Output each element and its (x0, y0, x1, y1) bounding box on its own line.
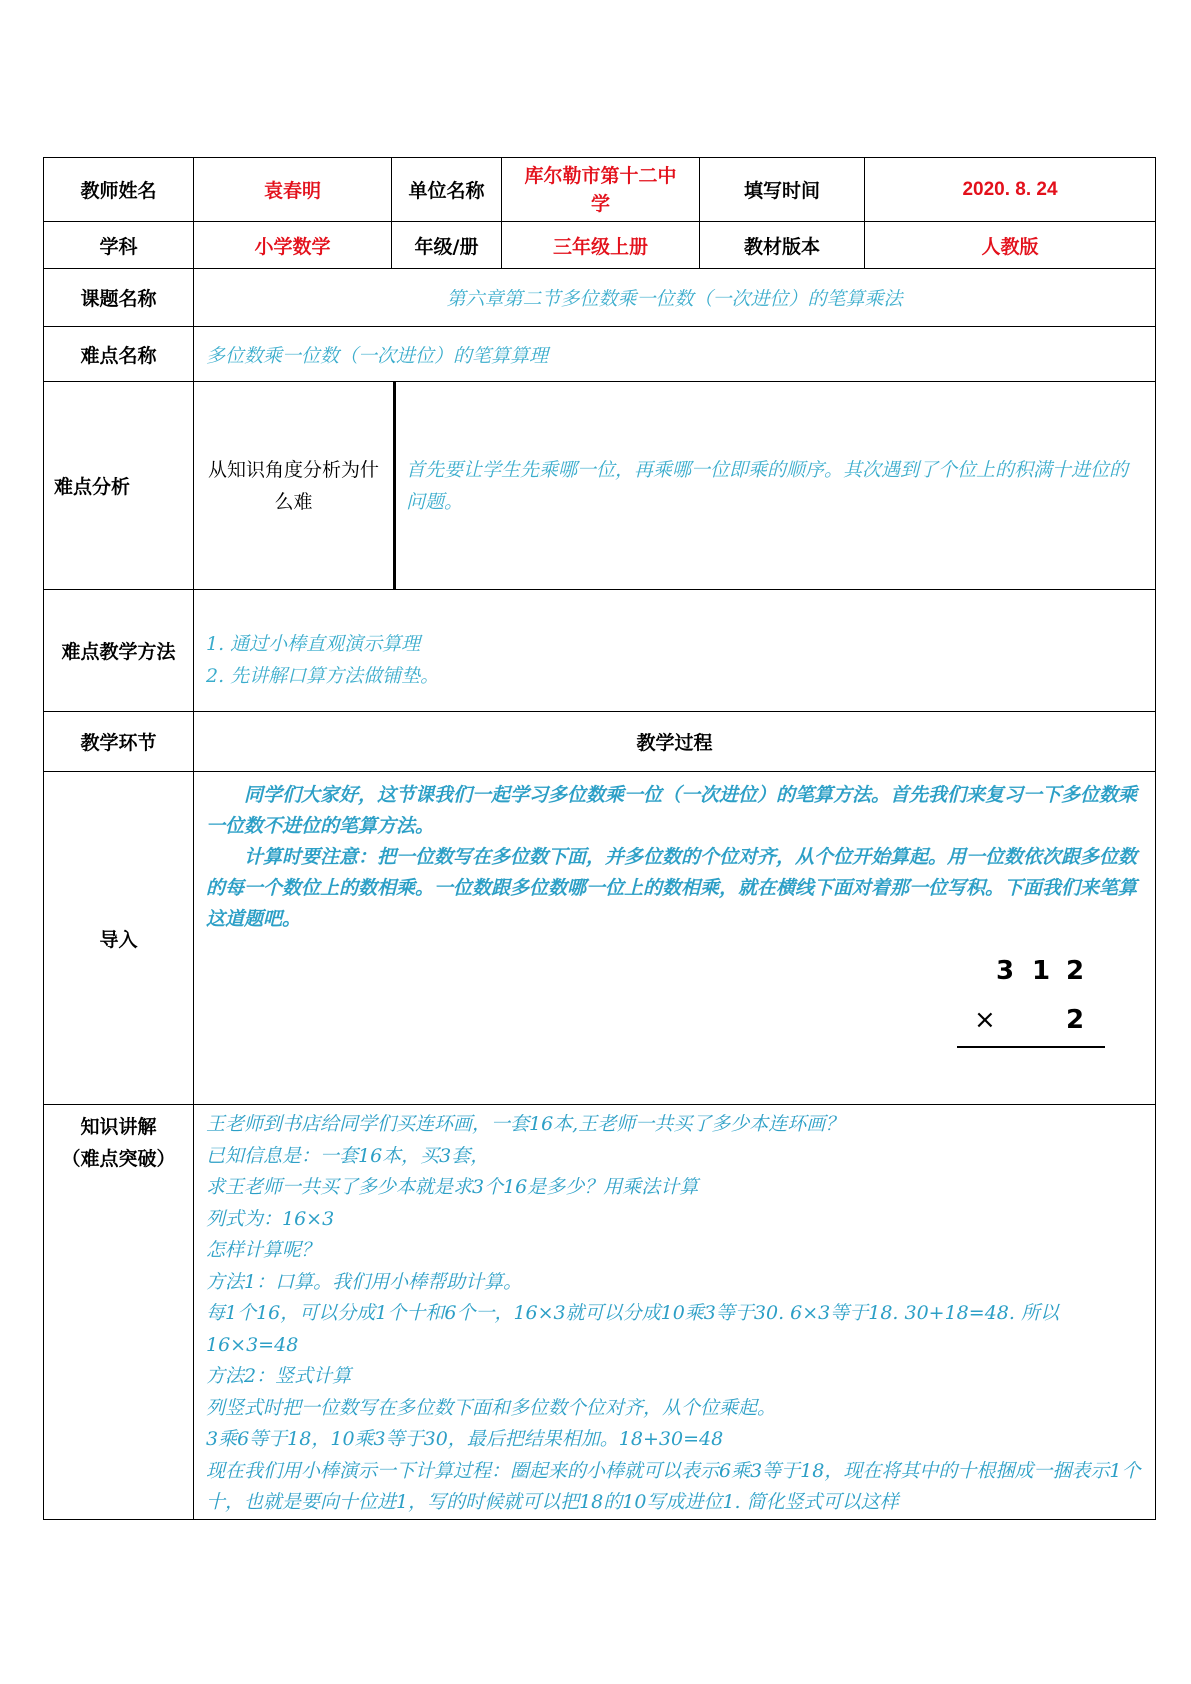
teacher-label: 教师姓名 (44, 158, 194, 222)
knowledge-line: 每1个16，可以分成1个十和6个一，16×3就可以分成10乘3等于30. 6×3等于18. 30+18=48. 所以16×3=48 (206, 1302, 1059, 1356)
process-label: 教学过程 (194, 712, 1156, 772)
date-label: 填写时间 (700, 158, 865, 222)
grade-value: 三年级上册 (502, 222, 700, 269)
times-sign: × (974, 1005, 996, 1035)
knowledge-line: 列式为：16×3 (206, 1207, 335, 1230)
lesson-plan-grid (43, 157, 1156, 1520)
intro-paragraph-2: 计算时要注意：把一位数写在多位数下面，并多位数的个位对齐，从个位开始算起。用一位数依次跟多位数的每一个数位上的数相乘。一位数跟多位数哪一位上的数相乘，就在横线下面对着那一位写积。下面我们来笔算这道题吧。 (206, 846, 1138, 930)
method-label: 难点教学方法 (44, 590, 194, 712)
edition-label: 教材版本 (700, 222, 865, 269)
knowledge-line: 方法2：竖式计算 (206, 1365, 352, 1387)
analysis-row (44, 382, 1156, 590)
header-row-2 (44, 222, 1156, 269)
topic-label: 课题名称 (44, 269, 194, 327)
knowledge-line: 王老师到书店给同学们买连环画，一套16本,王老师一共买了多少本连环画？ (206, 1113, 845, 1135)
multiplicand-digit: 1 (1032, 956, 1051, 986)
difficulty-label: 难点名称 (44, 327, 194, 382)
lesson-plan-table (43, 157, 1155, 1512)
knowledge-sub-label: （难点突破） (61, 1148, 176, 1170)
difficulty-row (44, 327, 1156, 382)
teacher-name: 袁春明 (194, 158, 392, 222)
edition-value: 人教版 (865, 222, 1156, 269)
multiplier-digit: 2 (1066, 1005, 1085, 1035)
analysis-sub-label: 从知识角度分析为什么难 (194, 382, 396, 589)
unit-label: 单位名称 (392, 158, 502, 222)
process-header-row (44, 712, 1156, 772)
fill-date: 2020. 8. 24 (865, 158, 1156, 222)
topic-row (44, 269, 1156, 327)
topic-value: 第六章第二节多位数乘一位数（一次进位）的笔算乘法 (194, 269, 1156, 327)
method-row (44, 590, 1156, 712)
knowledge-line: 已知信息是：一套16本，买3套， (206, 1144, 490, 1167)
subject-value: 小学数学 (194, 222, 392, 269)
multiplicand-digit: 2 (1066, 956, 1085, 986)
analysis-value: 首先要让学生先乘哪一位，再乘哪一位即乘的顺序。其次遇到了个位上的积满十进位的问题。 (406, 458, 1129, 513)
vertical-multiplication (194, 772, 1155, 1104)
knowledge-line: 方法1：口算。我们用小棒帮助计算。 (206, 1270, 523, 1293)
method-item-2: 2. 先讲解口算方法做铺垫。 (206, 665, 440, 687)
knowledge-row (44, 1105, 1156, 1520)
knowledge-line: 怎样计算呢？ (206, 1239, 321, 1261)
section-label: 教学环节 (44, 712, 194, 772)
analysis-label: 难点分析 (44, 382, 194, 590)
knowledge-label: 知识讲解 (80, 1116, 157, 1138)
knowledge-line: 现在我们用小棒演示一下计算过程：圈起来的小棒就可以表示6乘3等于18，现在将其中的十根捆成一捆表示1个十，也就是要向十位进1，写的时候就可以把18的10写成进位1. 简化竖式可以这样 (206, 1459, 1141, 1513)
method-item-1: 1. 通过小棒直观演示算理 (206, 633, 421, 655)
knowledge-line: 列竖式时把一位数写在多位数下面和多位数个位对齐，从个位乘起。 (206, 1396, 777, 1419)
unit-name: 库尔勒市第十二中学 (502, 158, 700, 222)
intro-paragraph-1: 同学们大家好，这节课我们一起学习多位数乘一位（一次进位）的笔算方法。首先我们来复习一下多位数乘一位数不进位的笔算方法。 (206, 784, 1138, 837)
intro-row (44, 772, 1156, 1105)
knowledge-content (194, 1105, 1156, 1520)
subject-label: 学科 (44, 222, 194, 269)
header-row-1 (44, 158, 1156, 222)
knowledge-line: 3乘6等于18，10乘3等于30，最后把结果相加。18+30=48 (206, 1428, 724, 1450)
difficulty-value: 多位数乘一位数（一次进位）的笔算算理 (194, 327, 1156, 382)
multiplicand-digit: 3 (996, 956, 1015, 986)
intro-label: 导入 (44, 772, 194, 1105)
result-line (957, 1046, 1105, 1048)
grade-label: 年级/册 (392, 222, 502, 269)
knowledge-line: 求王老师一共买了多少本就是求3个16是多少？用乘法计算 (206, 1176, 699, 1198)
